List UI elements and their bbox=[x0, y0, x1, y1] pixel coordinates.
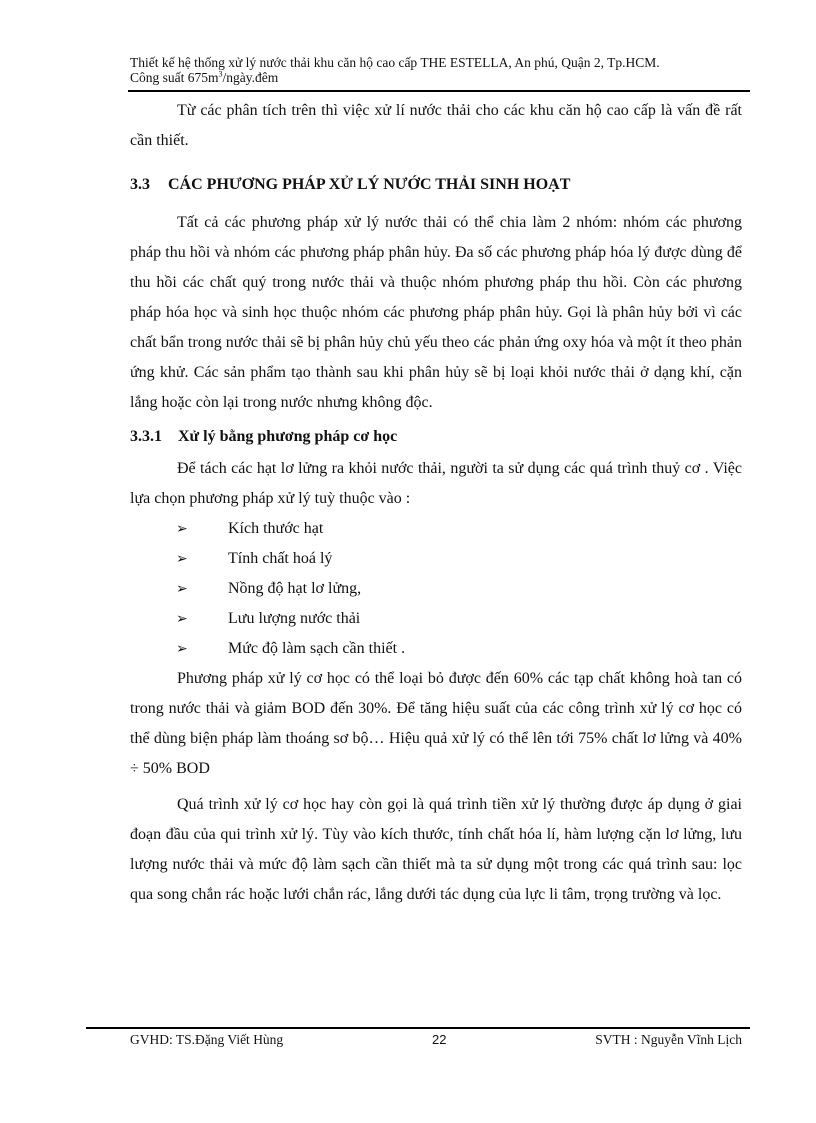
arrow-bullet-icon: ➢ bbox=[176, 611, 188, 627]
list-item-text: Mức độ làm sạch cần thiết . bbox=[228, 640, 406, 657]
subsection-heading bbox=[130, 422, 742, 452]
list-item-text: Lưu lượng nước thải bbox=[228, 610, 361, 627]
list-item bbox=[130, 544, 742, 574]
section-title: CÁC PHƯƠNG PHÁP XỬ LÝ NƯỚC THẢI SINH HOẠT bbox=[168, 176, 571, 193]
footer-advisor: GVHD: TS.Đặng Viết Hùng bbox=[130, 1032, 284, 1047]
subsection-paragraph-1: Để tách các hạt lơ lửng ra khỏi nước thải, người ta sử dụng các quá trình thuỷ cơ . Việc lựa chọn phương pháp xử lý tuỳ thuộc vào : bbox=[130, 460, 742, 507]
subsection-paragraph-2: Phương pháp xử lý cơ học có thể loại bỏ được đến 60% các tạp chất không hoà tan có trong nước thải và giảm BOD đến 30%. Để tăng hiệu suất của các công trình xử lý cơ học có thể dùng biện pháp làm thoáng sơ bộ… Hiệu quả xử lý có thể lên tới 75% chất lơ lửng và 40% ÷ 50% BOD bbox=[130, 670, 742, 777]
subsection-title: Xử lý bằng phương pháp cơ học bbox=[178, 428, 398, 445]
list-item-text: Nồng độ hạt lơ lửng, bbox=[228, 580, 362, 597]
header-capacity bbox=[130, 70, 750, 85]
header-capacity-pre: Công suất 675m bbox=[130, 70, 219, 85]
list-item bbox=[130, 574, 742, 604]
header-capacity-sup: 3 bbox=[218, 69, 223, 79]
arrow-bullet-icon: ➢ bbox=[176, 581, 188, 597]
subsection-paragraph-3: Quá trình xử lý cơ học hay còn gọi là quá trình tiền xử lý thường được áp dụng ở giai đoạn đầu của qui trình xử lý. Tùy vào kích thước, tính chất hóa lí, hàm lượng cặn lơ lửng, lưu lượng nước thải và mức độ làm sạch cần thiết mà ta sử dụng một trong các quá trình sau: lọc qua song chắn rác hoặc lưới chắn rác, lắng dưới tác dụng của lực li tâm, trọng trường và lọc. bbox=[130, 796, 742, 903]
page-header bbox=[130, 55, 750, 85]
criteria-list bbox=[130, 514, 742, 664]
page-number: 22 bbox=[431, 1032, 447, 1047]
header-title: Thiết kế hệ thống xử lý nước thải khu căn hộ cao cấp THE ESTELLA, An phú, Quận 2, Tp.HCM. bbox=[130, 55, 660, 70]
page-body bbox=[130, 96, 742, 910]
list-item bbox=[130, 514, 742, 544]
footer-student: SVTH : Nguyễn Vĩnh Lịch bbox=[595, 1032, 742, 1047]
arrow-bullet-icon: ➢ bbox=[176, 521, 188, 537]
list-item bbox=[130, 634, 742, 664]
footer-rule bbox=[86, 1027, 750, 1029]
header-rule bbox=[128, 90, 750, 92]
arrow-bullet-icon: ➢ bbox=[176, 551, 188, 567]
intro-paragraph: Từ các phân tích trên thì việc xử lí nước thải cho các khu căn hộ cao cấp là vấn đề rất cần thiết. bbox=[130, 102, 742, 149]
page-footer bbox=[130, 1032, 742, 1048]
section-paragraph: Tất cả các phương pháp xử lý nước thải có thể chia làm 2 nhóm: nhóm các phương pháp thu hồi và nhóm các phương pháp phân hủy. Đa số các phương pháp hóa lý được dùng để thu hồi các chất quý trong nước thải và thuộc nhóm phương pháp thu hồi. Còn các phương pháp hóa học và sinh học thuộc nhóm các phương pháp phân hủy. Gọi là phân hủy bởi vì các chất bẩn trong nước thải sẽ bị phân hủy chủ yếu theo các phản ứng oxy hóa và một ít theo phản ứng khử. Các sản phẩm tạo thành sau khi phân hủy sẽ bị loại khỏi nước thải ở dạng khí, cặn lắng hoặc còn lại trong nước nhưng không độc. bbox=[130, 214, 742, 411]
section-number: 3.3 bbox=[130, 176, 150, 193]
subsection-number: 3.3.1 bbox=[130, 428, 162, 445]
list-item-text: Kích thước hạt bbox=[228, 520, 324, 537]
section-heading bbox=[130, 170, 742, 200]
header-capacity-post: /ngày.đêm bbox=[222, 70, 279, 85]
list-item-text: Tính chất hoá lý bbox=[228, 550, 333, 567]
arrow-bullet-icon: ➢ bbox=[176, 641, 188, 657]
list-item bbox=[130, 604, 742, 634]
